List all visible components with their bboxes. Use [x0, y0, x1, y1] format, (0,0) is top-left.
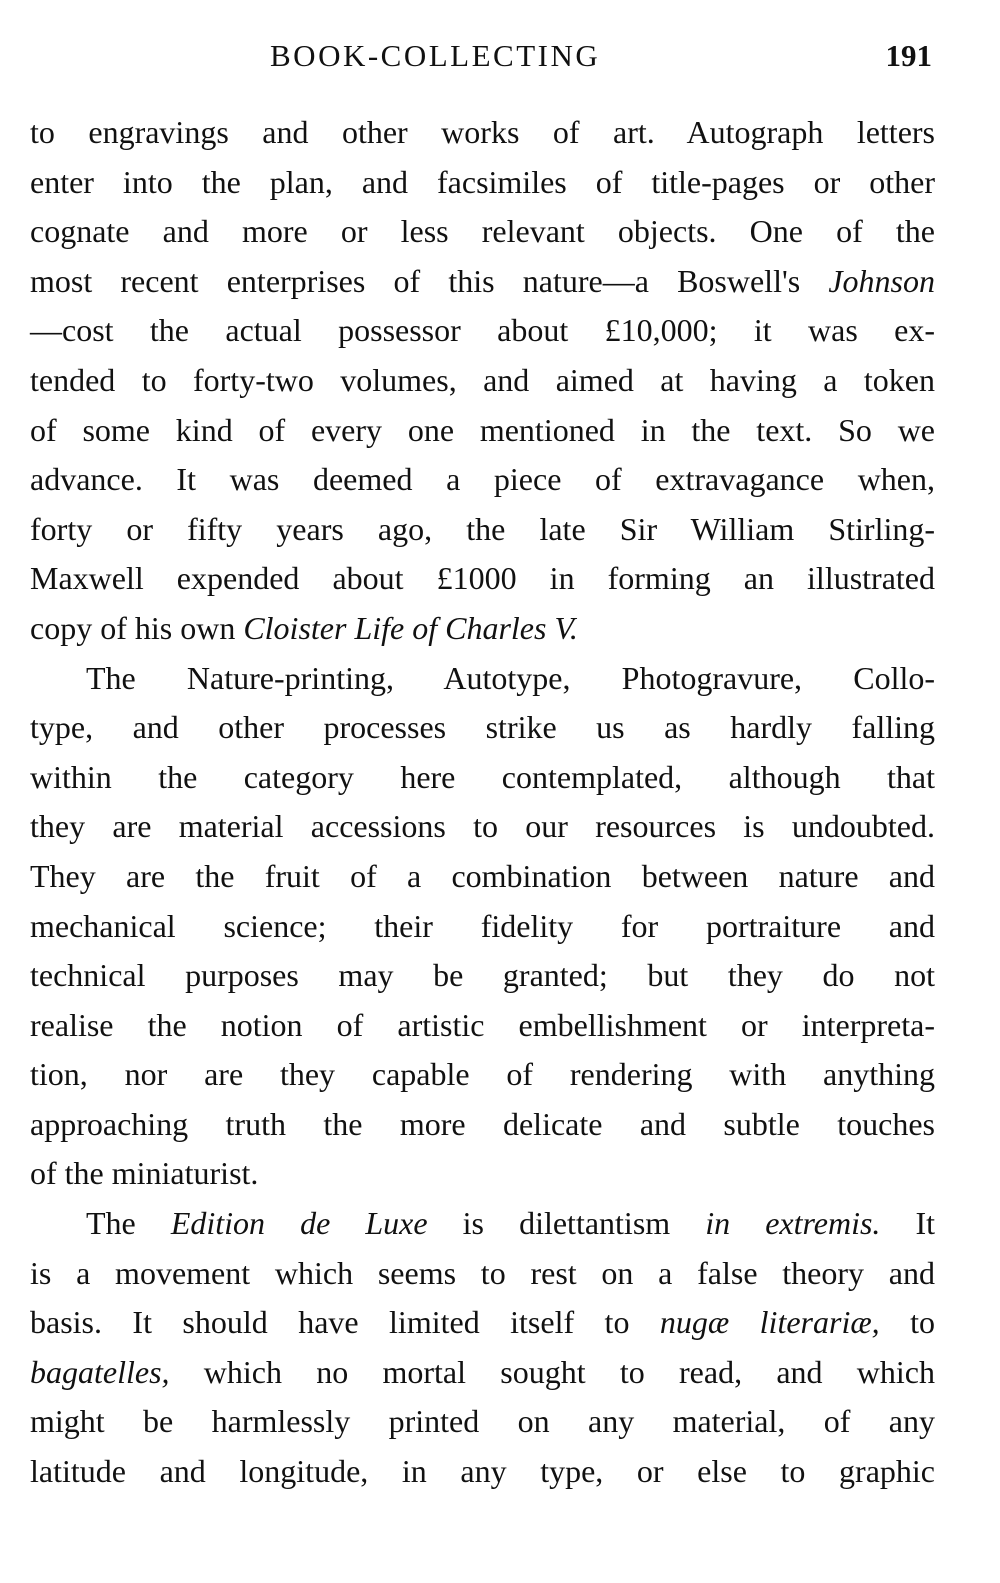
text-segment: might be harmlessly printed on any material, of any	[30, 1403, 935, 1440]
text-segment: approaching truth the more delicate and subtle touches	[30, 1105, 935, 1142]
italic-text: Edition de Luxe	[170, 1205, 428, 1242]
text-line	[30, 852, 935, 902]
text-line	[30, 158, 935, 208]
text-segment: copy of his own	[30, 609, 244, 646]
text-segment: forty or fifty years ago, the late Sir William Stirling-	[30, 510, 935, 547]
text-line	[30, 1050, 935, 1100]
text-segment: realise the notion of artistic embellishment or interpreta-	[30, 1006, 935, 1043]
text-line	[30, 1149, 935, 1199]
text-segment: to	[879, 1304, 936, 1341]
text-segment: type, and other processes strike us as hardly falling	[30, 709, 935, 746]
text-line	[30, 1249, 935, 1299]
text-segment: to engravings and other works of art. Autograph letters	[30, 114, 935, 150]
text-line	[30, 1001, 935, 1051]
text-line	[30, 902, 935, 952]
text-line	[30, 257, 935, 307]
italic-text: Johnson	[828, 262, 935, 299]
text-line	[30, 356, 935, 406]
body-text	[30, 108, 935, 1497]
text-line	[30, 1447, 935, 1497]
italic-text: bagatelles,	[30, 1353, 170, 1390]
text-line	[30, 554, 935, 604]
text-segment: Maxwell expended about £1000 in forming an illustrated	[30, 560, 935, 597]
text-segment: basis. It should have limited itself to	[30, 1304, 660, 1341]
text-line	[30, 802, 935, 852]
text-segment: mechanical science; their fidelity for portraiture and	[30, 907, 935, 944]
text-line	[30, 1397, 935, 1447]
text-segment: they are material accessions to our resources is undoubted.	[30, 808, 935, 845]
text-segment: enter into the plan, and facsimiles of title-pages or other	[30, 163, 935, 200]
text-segment: The	[86, 1205, 171, 1242]
text-line	[30, 951, 935, 1001]
text-line	[30, 455, 935, 505]
page-header	[0, 38, 1000, 83]
text-line	[30, 1298, 935, 1348]
text-segment: —cost the actual possessor about £10,000; it was ex-	[30, 312, 935, 349]
text-line	[30, 505, 935, 555]
text-line	[30, 654, 935, 704]
text-line	[30, 1199, 935, 1249]
text-segment: tended to forty-two volumes, and aimed at having a token	[30, 361, 935, 398]
text-segment: They are the fruit of a combination between nature and	[30, 857, 935, 894]
text-segment: of some kind of every one mentioned in the text. So we	[30, 411, 935, 448]
text-segment: within the category here contemplated, although that	[30, 758, 935, 795]
text-segment: advance. It was deemed a piece of extravagance when,	[30, 461, 935, 498]
text-segment: most recent enterprises of this nature—a Boswell's	[30, 262, 829, 299]
running-title: BOOK-COLLECTING	[270, 38, 601, 73]
text-segment: latitude and longitude, in any type, or else to graphic	[30, 1453, 935, 1490]
text-segment: which no mortal sought to read, and which	[169, 1353, 935, 1390]
italic-text: Cloister Life of Charles V.	[243, 609, 578, 646]
italic-text: nugæ literariæ,	[659, 1304, 880, 1341]
text-segment: technical purposes may be granted; but they do not	[30, 957, 935, 994]
text-segment: It	[880, 1205, 936, 1242]
text-line	[30, 306, 935, 356]
text-segment: is a movement which seems to rest on a false theory and	[30, 1254, 935, 1291]
page-number: 191	[885, 38, 932, 73]
text-line	[30, 1348, 935, 1398]
italic-text: in extremis.	[705, 1205, 881, 1242]
text-line	[30, 703, 935, 753]
text-line	[30, 406, 935, 456]
text-segment: The Nature-printing, Autotype, Photogravure, Collo-	[86, 659, 935, 696]
text-line	[30, 108, 935, 158]
text-segment: tion, nor are they capable of rendering with anything	[30, 1056, 935, 1093]
text-line	[30, 1100, 935, 1150]
text-line	[30, 207, 935, 257]
text-segment: of the miniaturist.	[30, 1155, 259, 1192]
text-segment: is dilettantism	[427, 1205, 706, 1242]
text-line	[30, 604, 935, 654]
text-segment: cognate and more or less relevant objects. One of the	[30, 213, 935, 250]
text-line	[30, 753, 935, 803]
